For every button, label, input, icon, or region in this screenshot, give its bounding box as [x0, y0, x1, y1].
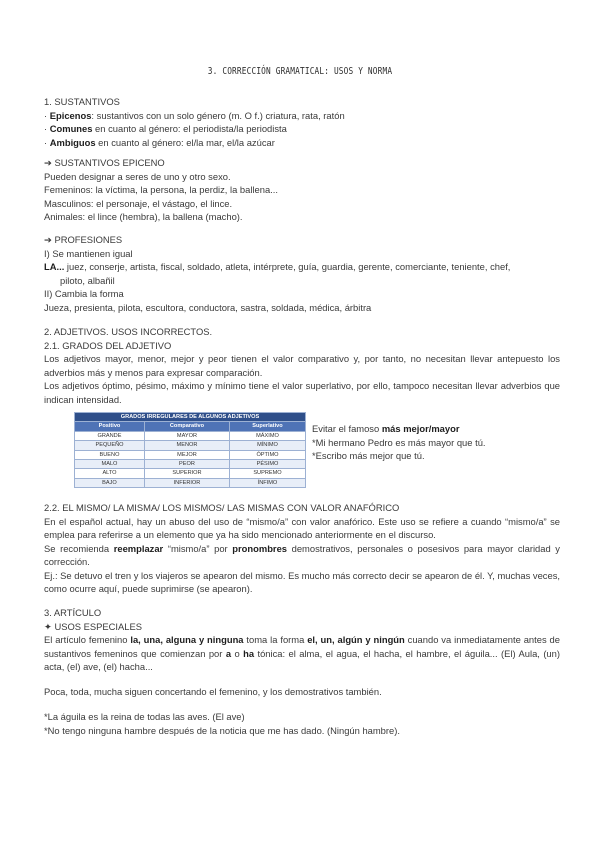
paragraph: [44, 542, 560, 569]
column-header: Superlativo: [229, 422, 305, 431]
example-line: *La águila es la reina de todas las aves. (El ave): [44, 711, 245, 722]
bullet: ·: [44, 109, 48, 121]
section-articulo: [44, 606, 560, 674]
bold-run: reemplazar: [113, 542, 164, 554]
section-heading: ➔ SUSTANTIVOS EPICENO: [44, 157, 165, 168]
text-line: [44, 301, 560, 315]
definition: : sustantivos con un solo género (m. O f.) criatura, rata, ratón: [91, 109, 345, 121]
subheading: 2.1. GRADOS DEL ADJETIVO: [44, 339, 172, 351]
list-item: [44, 109, 560, 123]
paragraph: En el español actual, hay un abuso del uso de “mismo/a” con valor anafórico. Este uso se refiere a cuando “mismo/a” se emplea para referirse a un elemento que ya ha sido mencionado anteriormente en el discurso.: [44, 515, 560, 540]
paragraph: Ej.: Se detuvo el tren y los viajeros se apearon del mismo. Es mucho más correcto decir se apearon de él. Y, muchas veces, como ocurre aquí, puede suprimirse (se apearon).: [44, 569, 560, 594]
term: Comunes: [49, 123, 93, 134]
text-run: Se recomienda: [44, 542, 114, 554]
bullet: ·: [44, 123, 48, 134]
table-cell: ÓPTIMO: [229, 450, 305, 459]
section-heading: 2. ADJETIVOS. USOS INCORRECTOS.: [44, 326, 213, 337]
section-heading: 2.2. EL MISMO/ LA MISMA/ LOS MISMOS/ LAS MISMAS CON VALOR ANAFÓRICO: [44, 502, 400, 513]
table-cell: SUPERIOR: [144, 469, 229, 478]
text-run: El artículo femenino: [44, 634, 131, 645]
table-cell: MÁXIMO: [229, 431, 305, 440]
term: Ambiguos: [49, 136, 96, 148]
text-run: toma la forma: [243, 634, 308, 645]
professions-list: , presienta, pilota, escultora, conductora, sastra, soldada, médica, árbitra: [69, 301, 372, 313]
definition: en cuanto al género: el/la mar, el/la azúcar: [95, 136, 275, 148]
table-row: [75, 431, 306, 440]
bullet: ·: [44, 136, 48, 148]
list-item: [44, 122, 560, 136]
table-cell: SUPREMO: [229, 469, 305, 478]
bold-run: a: [225, 647, 232, 659]
table-cell: BAJO: [75, 478, 145, 487]
section-heading: 1. SUSTANTIVOS: [44, 96, 120, 107]
table-cell: BUENO: [75, 450, 145, 459]
table-cell: PEQUEÑO: [75, 441, 145, 450]
section-epiceno: [44, 156, 560, 224]
paragraph: Los adjetivos óptimo, pésimo, máximo y mínimo tiene el valor superlativo, por ello, tampoco necesitan llevar adverbios que indican intensidad.: [44, 380, 560, 405]
bold-run: ha: [243, 647, 255, 659]
definition: en cuanto al género: el periodista/la periodista: [92, 123, 287, 134]
table-cell: MENOR: [144, 441, 229, 450]
article-label: LA...: [44, 261, 65, 272]
bold-run: el, un, algún y ningún: [307, 634, 405, 645]
list-item: [44, 136, 560, 150]
table-cell: MALO: [75, 460, 145, 469]
table-row: [75, 450, 306, 459]
paragraph-concordancia: [44, 685, 560, 699]
text-run: cuando va inmediatamente antes de sustantivos femeninos que comienzan por: [44, 634, 560, 659]
paragraph: [44, 633, 560, 674]
section-heading: 3. ARTÍCULO: [44, 607, 102, 618]
table-cell: ÍNFIMO: [229, 478, 305, 487]
table-row: [75, 478, 306, 487]
page-title: 3. CORRECCIÓN GRAMATICAL: USOS Y NORMA: [207, 66, 393, 77]
text-line: Masculinos: el personaje, el vástago, el lince.: [44, 197, 233, 209]
section-sustantivos: [44, 95, 560, 149]
table-row: [75, 469, 306, 478]
table-cell: MÍNIMO: [229, 441, 305, 450]
text-line: Animales: el lince (hembra), la ballena (macho).: [44, 211, 243, 222]
table-cell: MEJOR: [144, 450, 229, 459]
note-intro: Evitar el famoso: [312, 423, 382, 434]
bold-run: pronombres: [232, 542, 287, 554]
column-header: Comparativo: [144, 422, 229, 431]
adjective-degrees-table: [74, 412, 306, 488]
professions-list: juez, conserje, artista, fiscal, soldado, atleta, intérprete, guía, guardia, gerente, comerciante, teniente, chef,: [64, 261, 511, 272]
text-run: tónica: el alma, el agua, el hacha, el hambre, el águila... (El) Aula, (un) acta, (el) ave, (el) hacha...: [44, 647, 560, 672]
table-cell: MAYOR: [144, 431, 229, 440]
subheading: II) Cambia la forma: [44, 288, 124, 299]
text-run: “mismo/a” por: [163, 542, 233, 554]
section-adjetivos: [44, 325, 560, 406]
table-cell: INFERIOR: [144, 478, 229, 487]
text-line: Femeninos: la víctima, la persona, la perdiz, la ballena...: [44, 184, 278, 195]
text-line: [44, 260, 560, 274]
table-row: [75, 441, 306, 450]
table-caption: GRADOS IRREGULARES DE ALGUNOS ADJETIVOS: [75, 413, 306, 422]
example-line: *Mi hermano Pedro es más mayor que tú.: [312, 436, 486, 448]
section-heading: ➔ PROFESIONES: [44, 234, 123, 245]
example-line: *No tengo ninguna hambre después de la noticia que me has dado. (Ningún hambre).: [44, 724, 400, 736]
table-row: [75, 460, 306, 469]
table-cell: ALTO: [75, 469, 145, 478]
text-line: [312, 422, 562, 436]
text-run: o: [231, 647, 244, 659]
example-line: *Escribo más mejor que tú.: [312, 450, 425, 461]
first-word: Jueza: [44, 301, 70, 313]
subheading: I) Se mantienen igual: [44, 247, 133, 259]
table-cell: GRANDE: [75, 431, 145, 440]
paragraph: Los adjetivos mayor, menor, mejor y peor tienen el valor comparativo y, por tanto, no necesitan llevar antepuesto los adverbios más y menos para expresar comparación.: [44, 353, 560, 378]
text-line: Pueden designar a seres de uno y otro sexo.: [44, 170, 231, 182]
text-line: Poca, toda, mucha siguen concertando el femenino, y los demostrativos también.: [44, 686, 382, 697]
section-profesiones: [44, 233, 560, 314]
column-header: Positivo: [75, 422, 145, 431]
text-line: piloto, albañil: [60, 274, 115, 286]
examples-articulo: [44, 710, 560, 737]
evitar-note: [312, 422, 562, 463]
table-cell: PÉSIMO: [229, 460, 305, 469]
section-mismo: [44, 501, 560, 596]
subheading: ✦ USOS ESPECIALES: [44, 620, 142, 632]
text-run: demostrativos, personales o posesivos para mayor claridad y corrección.: [44, 542, 560, 567]
bold-run: la, una, alguna y ninguna: [130, 634, 244, 645]
note-bold: más mejor/mayor: [381, 423, 460, 434]
term: Epicenos: [49, 109, 92, 121]
table-cell: PEOR: [144, 460, 229, 469]
